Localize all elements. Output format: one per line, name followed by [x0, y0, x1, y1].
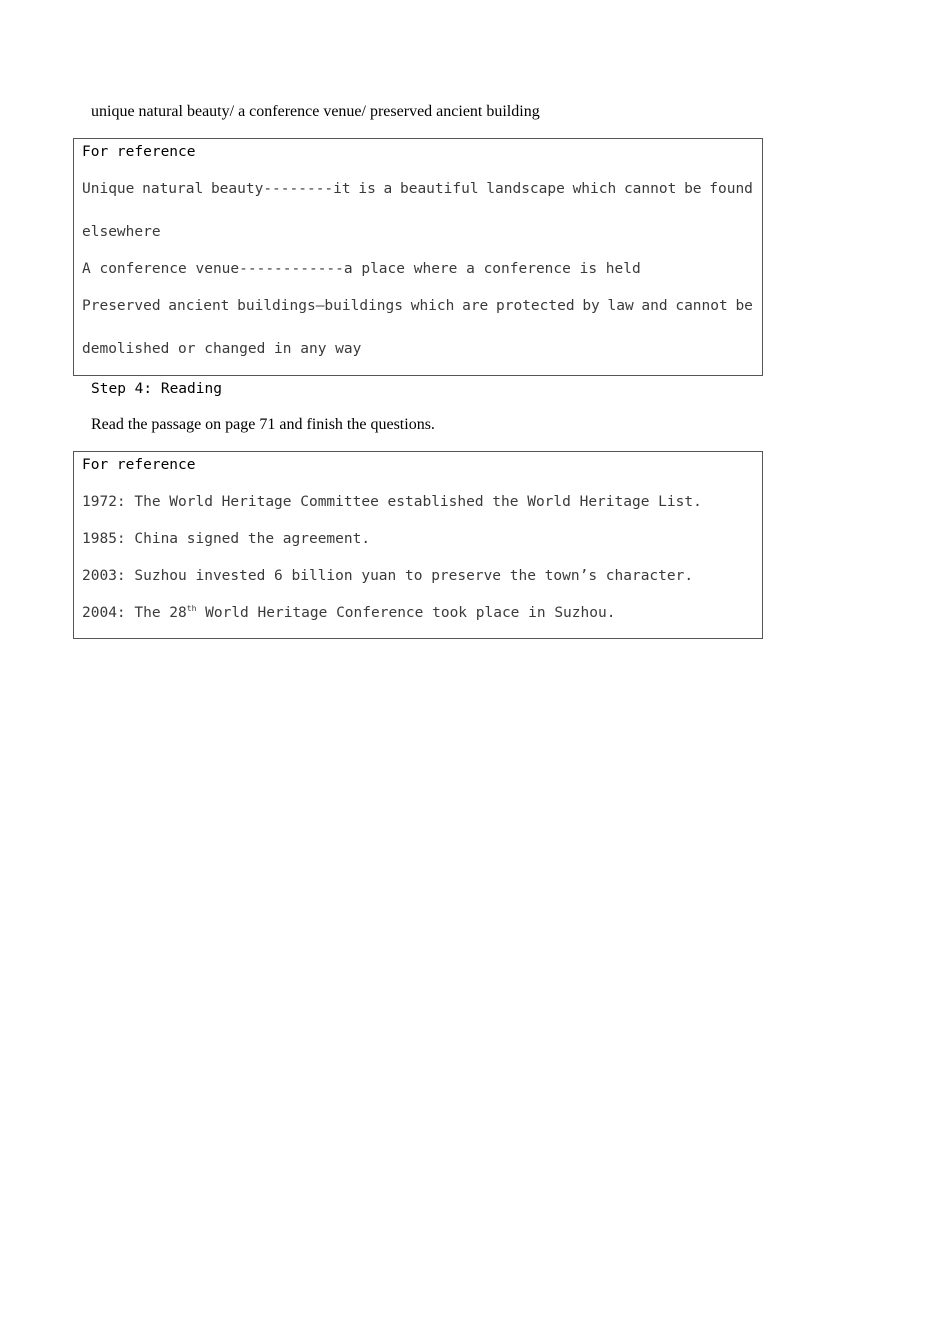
timeline-item: 1985: China signed the agreement. [82, 531, 371, 547]
ordinal-suffix: th [186, 604, 197, 614]
word: natural [142, 181, 204, 197]
word: beauty--------it [210, 181, 351, 197]
word: is [358, 181, 376, 197]
word: beautiful [399, 181, 479, 197]
step-4-heading: Step 4: Reading [91, 381, 222, 397]
definition-conference-venue: A conference venue------------a place where a conference is held [82, 261, 641, 277]
definition-unique-natural-beauty [82, 181, 753, 197]
word: cannot [675, 298, 728, 314]
definition-continuation: demolished or changed in any way [82, 341, 362, 357]
word: found [709, 181, 753, 197]
word: a [383, 181, 393, 197]
reference-box-timeline [73, 451, 763, 639]
timeline-item-text: 2004: The 28 [82, 605, 187, 621]
word: protected [496, 298, 575, 314]
reference-heading: For reference [82, 144, 196, 160]
reference-heading: For reference [82, 457, 196, 473]
definition-continuation: elsewhere [82, 224, 161, 240]
word: law [607, 298, 634, 314]
word: landscape [486, 181, 565, 197]
word: and [641, 298, 668, 314]
word: which [572, 181, 617, 197]
word: be [684, 181, 702, 197]
word: ancient [168, 298, 230, 314]
timeline-item [82, 605, 615, 621]
definition-preserved-ancient-buildings [82, 298, 753, 314]
word: Unique [82, 181, 135, 197]
word: buildings—buildings [237, 298, 403, 314]
word: be [735, 298, 753, 314]
step-4-instruction: Read the passage on page 71 and finish the questions. [91, 416, 435, 433]
word: cannot [623, 181, 677, 197]
word: Preserved [82, 298, 161, 314]
word: which [410, 298, 455, 314]
intro-line: unique natural beauty/ a conference venue/ preserved ancient building [91, 103, 540, 120]
word: are [462, 298, 489, 314]
timeline-item: 2003: Suzhou invested 6 billion yuan to preserve the town’s character. [82, 568, 694, 584]
word: by [582, 298, 600, 314]
reference-box-vocabulary [73, 138, 763, 376]
timeline-item-text: World Heritage Conference took place in Suzhou. [196, 605, 616, 621]
timeline-item: 1972: The World Heritage Committee established the World Heritage List. [82, 494, 702, 510]
